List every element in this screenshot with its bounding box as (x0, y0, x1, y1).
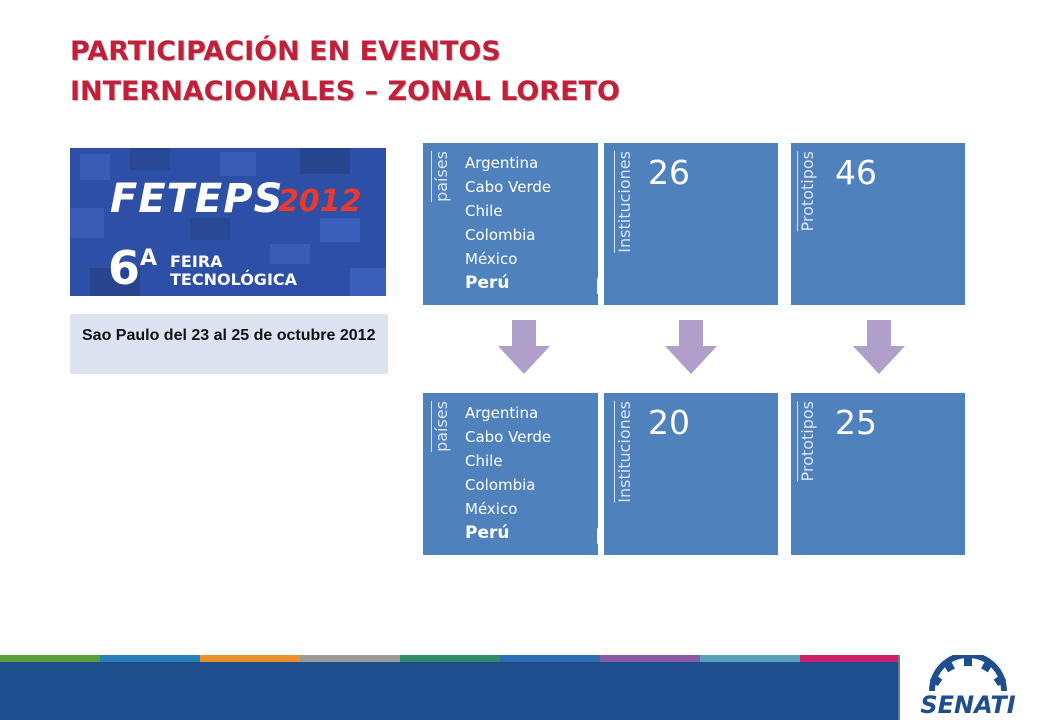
feteps-banner-image (70, 148, 386, 296)
prototipos-value: 46 (835, 153, 877, 192)
paises-label: países (432, 151, 451, 202)
country-item: Cabo Verde (465, 178, 552, 196)
banner-line2-text: TECNOLÓGICA (170, 270, 298, 289)
instituciones-box-row2 (604, 393, 778, 555)
country-item: Chile (465, 202, 503, 220)
instituciones-label: Instituciones (615, 151, 634, 253)
event-location-caption: Sao Paulo del 23 al 25 de octubre 2012 (70, 314, 388, 374)
slide-title-line1: PARTICIPACIÓN EN EVENTOS (70, 36, 501, 67)
prototipos-label: Prototipos (798, 401, 817, 482)
banner-year-text: 2012 (278, 184, 362, 219)
country-item: Chile (465, 452, 503, 470)
banner-edition-number: 6 (108, 241, 141, 295)
country-item-highlight: Perú (465, 273, 510, 293)
country-item: Colombia (465, 226, 536, 244)
footer-bar (0, 655, 1040, 720)
slide-title-line2: INTERNACIONALES – ZONAL LORETO (70, 76, 620, 107)
banner-edition-superscript: A (140, 246, 158, 271)
senati-logo-text: SENATI (920, 691, 1016, 719)
prototipos-box-row2 (791, 393, 965, 555)
down-arrow-icon (665, 320, 717, 374)
paises-box-row2 (423, 393, 598, 555)
country-item: México (465, 500, 518, 518)
banner-brand-text: FETEPS (110, 176, 284, 222)
prototipos-value: 25 (835, 403, 877, 442)
prototipos-box-row1 (791, 143, 965, 305)
countries-list (465, 151, 551, 295)
country-item: México (465, 250, 518, 268)
countries-list (465, 401, 551, 545)
country-item: Cabo Verde (465, 428, 552, 446)
down-arrow-icon (853, 320, 905, 374)
slide-title (70, 32, 620, 112)
instituciones-box-row1 (604, 143, 778, 305)
country-item: Argentina (465, 404, 539, 422)
banner-line1-text: FEIRA (170, 252, 223, 271)
paises-label: países (432, 401, 451, 452)
down-arrow-icon (498, 320, 550, 374)
instituciones-value: 26 (648, 153, 690, 192)
prototipos-label: Prototipos (798, 151, 817, 232)
paises-box-row1 (423, 143, 598, 305)
country-item: Colombia (465, 476, 536, 494)
instituciones-value: 20 (648, 403, 690, 442)
instituciones-label: Instituciones (615, 401, 634, 503)
country-item-highlight: Perú (465, 523, 510, 543)
country-item: Argentina (465, 154, 539, 172)
